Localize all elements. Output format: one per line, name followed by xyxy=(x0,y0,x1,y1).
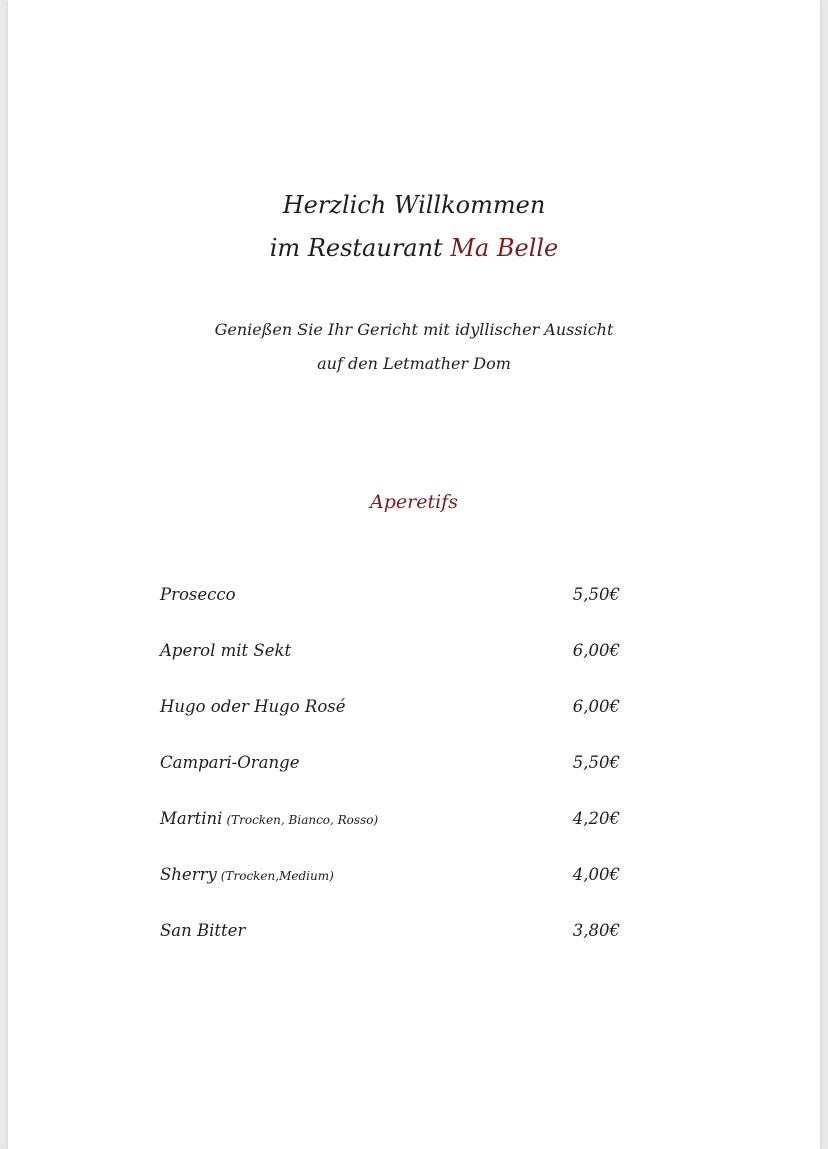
menu-item xyxy=(160,690,620,746)
menu-item xyxy=(160,746,620,802)
menu-item-name: Aperol mit Sekt xyxy=(160,641,292,660)
menu-page xyxy=(8,0,820,1149)
menu-item-name-wrap xyxy=(160,578,240,613)
menu-item-price: 4,00€ xyxy=(572,865,620,884)
menu-item-note: (Trocken, Bianco, Rosso) xyxy=(226,813,379,827)
menu-item-name: Martini xyxy=(160,809,223,828)
intro-text xyxy=(8,313,820,381)
menu-item-name: Campari-Orange xyxy=(160,753,300,772)
intro-line-2: auf den Letmather Dom xyxy=(317,354,511,373)
menu-item-name-wrap xyxy=(160,802,378,837)
menu-item-name-wrap xyxy=(160,690,350,725)
menu-item-price: 3,80€ xyxy=(572,921,620,940)
menu-item-price: 6,00€ xyxy=(572,697,620,716)
menu-item-price: 6,00€ xyxy=(572,641,620,660)
menu-item xyxy=(160,858,620,914)
menu-item-note: (Trocken,Medium) xyxy=(220,869,334,883)
intro-line-1: Genießen Sie Ihr Gericht mit idyllischer Aussicht xyxy=(214,320,614,339)
welcome-line-2-prefix: im Restaurant xyxy=(269,234,443,262)
menu-item-name-wrap xyxy=(160,746,303,781)
welcome-line-1: Herzlich Willkommen xyxy=(282,191,546,219)
menu-item-name-wrap xyxy=(160,858,334,893)
menu-item xyxy=(160,578,620,634)
menu-item-name-wrap xyxy=(160,914,249,949)
menu-item xyxy=(160,914,620,970)
menu-item xyxy=(160,802,620,858)
welcome-heading xyxy=(8,184,820,270)
menu-item-price: 4,20€ xyxy=(572,809,620,828)
welcome-line-2 xyxy=(8,227,820,270)
menu-item-price: 5,50€ xyxy=(572,753,620,772)
menu-list xyxy=(160,578,620,970)
menu-item-name-wrap xyxy=(160,634,295,669)
menu-item-name: Sherry xyxy=(160,865,217,884)
restaurant-name: Ma Belle xyxy=(450,234,559,262)
menu-item xyxy=(160,634,620,690)
menu-item-name: Prosecco xyxy=(160,585,236,604)
menu-item-name: San Bitter xyxy=(160,921,246,940)
menu-item-name: Hugo oder Hugo Rosé xyxy=(160,697,346,716)
menu-item-price: 5,50€ xyxy=(572,585,620,604)
section-title: Aperetifs xyxy=(370,491,458,513)
